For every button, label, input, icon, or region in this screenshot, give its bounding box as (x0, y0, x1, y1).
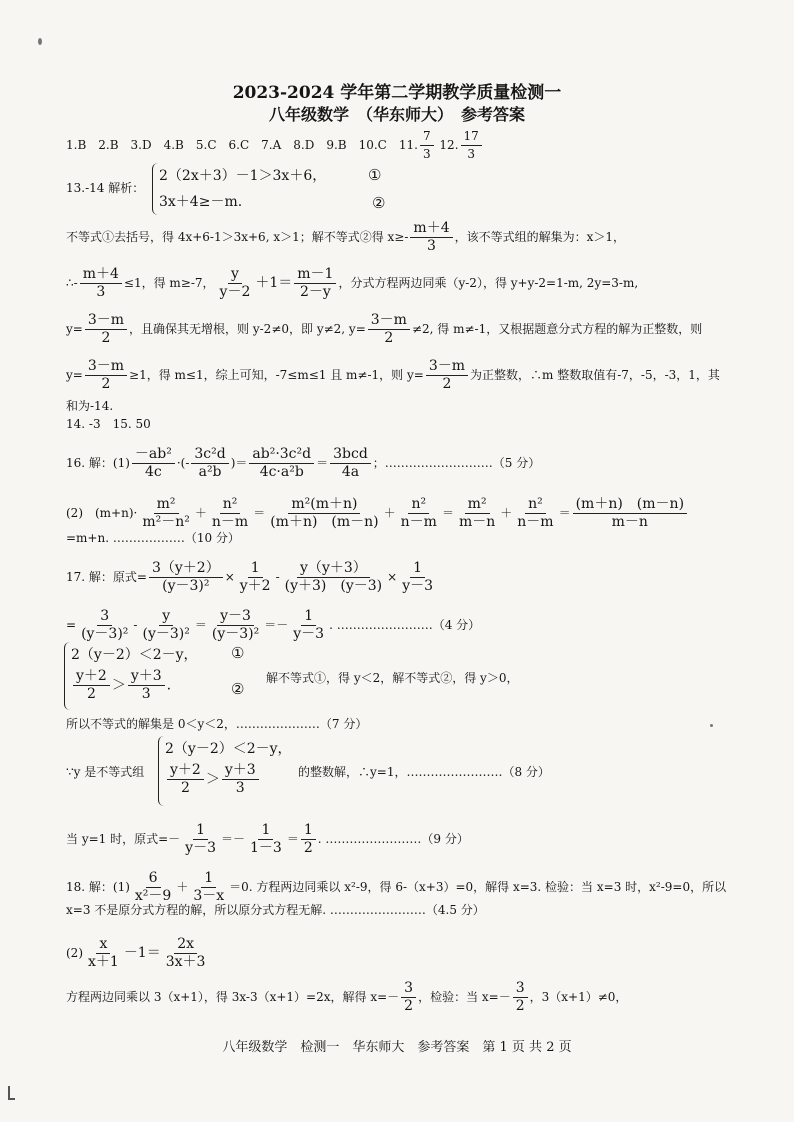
fraction (514, 496, 556, 531)
text: ＝－ (220, 832, 245, 846)
frac-num: 3－m (85, 358, 127, 376)
frac-num: m² (465, 496, 490, 514)
frac-den: x＋1 (88, 954, 119, 970)
q17-system-2 (158, 736, 292, 806)
text: ，分式方程两边同乘（y-2），得 y+y-2=1-m, 2y=3-m, (338, 276, 639, 290)
q13-mark-2: ② (372, 194, 386, 212)
frac-den: 2 (515, 998, 525, 1014)
q13-sys-row1: 2（2x＋3）－1＞3x＋6， (159, 168, 327, 184)
text: ，3（x+1）≠0， (529, 990, 628, 1004)
fraction (456, 496, 498, 531)
fraction (294, 266, 336, 301)
text: ＝0. 方程两边同乘以 x²-9，得 6-（x+3）=0，解得 x=3. 检验：当 x=3 时，x²-9=0，所以 (229, 880, 727, 894)
q13-sys-row2: 3x＋4≥－m. (159, 194, 243, 210)
frac-num: n² (525, 496, 546, 514)
text: ≠2, 得 m≠-1，又根据题意分式方程的解为正整数，则 (411, 322, 703, 336)
text: 方程两边同乘以 3（x+1），得 3x-3（x+1）=2x，解得 x=－ (66, 990, 400, 1004)
text: ∴- (66, 276, 78, 290)
text: × (224, 570, 235, 584)
q12-label: 12. (439, 138, 459, 152)
text: - (275, 570, 280, 584)
text: ，且确保其无增根，则 y-2≠0，即 y≠2, y= (129, 322, 366, 336)
text: －1＝ (123, 945, 161, 961)
frac-num: 3－m (85, 312, 127, 330)
text: ，检验：当 x=－ (418, 990, 511, 1004)
scan-speck (38, 38, 42, 45)
fraction (190, 870, 227, 905)
q17-sys1-row2 (71, 668, 198, 703)
frac-num: 1 (410, 560, 425, 578)
q18-line1 (66, 870, 726, 905)
q13-system (152, 163, 326, 215)
frac-den: 4c·a²b (259, 464, 304, 480)
frac-num: 3 (401, 980, 416, 998)
fraction (149, 560, 223, 595)
frac-num: 1 (301, 822, 316, 840)
q13-line1 (66, 220, 625, 255)
fraction (73, 668, 110, 703)
fraction (167, 762, 204, 797)
frac-den: (y－3)² (162, 578, 210, 594)
frac-num: m＋4 (410, 220, 452, 238)
frac-den: 3－x (193, 888, 225, 904)
q11-fraction (420, 128, 434, 163)
frac-num: 7 (420, 128, 434, 146)
frac-num: 1 (248, 560, 263, 578)
frac-num: m－1 (294, 266, 336, 284)
frac-num: 3－m (368, 312, 410, 330)
mc-answers (66, 128, 484, 163)
text: ＋ (176, 880, 189, 894)
frac-num: y＋3 (222, 762, 259, 780)
text: 不等式①去括号，得 4x+6-1＞3x+6, x＞1；解不等式②得 x≥- (66, 230, 409, 244)
q17-line2 (66, 608, 480, 643)
frac-num: 3 (513, 980, 528, 998)
frac-den: n－m (400, 514, 437, 530)
q16-line1 (66, 446, 540, 481)
frac-den: 2－y (299, 284, 331, 300)
frac-den: (m＋n) (m－n) (270, 514, 379, 530)
fraction (132, 446, 175, 481)
frac-num: 3 (97, 608, 112, 626)
fraction (247, 822, 285, 857)
fraction (80, 266, 122, 301)
frac-den: 4a (341, 464, 360, 480)
frac-num: －ab² (132, 446, 175, 464)
fraction (573, 496, 687, 531)
fraction (222, 762, 259, 797)
text: . ……………………（4 分） (329, 618, 481, 632)
fraction (290, 608, 327, 643)
q18-line4 (66, 980, 627, 1015)
fraction (237, 560, 274, 595)
fraction (368, 312, 410, 347)
frac-den: y－3 (293, 626, 325, 642)
q13-mark-1: ① (368, 166, 382, 184)
q16-line2 (66, 496, 689, 531)
text: 为正整数，∴m 整数取值有-7，-5，-3，1，其 (470, 368, 720, 382)
text: - (133, 618, 138, 632)
frac-num: 3－m (426, 358, 468, 376)
q13-lead: 13.-14 解析： (66, 181, 145, 195)
frac-num: y＋3 (128, 668, 165, 686)
q17-sys1-row1: 2（y－2）＜2－y， (71, 647, 198, 663)
text: ＝ (316, 456, 329, 470)
text: ＝ (286, 832, 299, 846)
frac-den: 3 (427, 238, 436, 254)
text: y= (66, 368, 83, 382)
text: = (66, 618, 77, 632)
fraction (139, 608, 192, 643)
frac-den: 3 (467, 147, 475, 161)
text: ＞ (111, 677, 126, 694)
frac-den: n－m (211, 514, 249, 530)
text: ＋1＝ (255, 275, 293, 291)
fraction (301, 822, 316, 857)
text: ＝ (558, 506, 571, 520)
frac-den: y－3 (402, 578, 434, 594)
text: ·(- (176, 456, 190, 470)
fraction (128, 668, 165, 703)
fraction (85, 312, 127, 347)
q13-line4 (66, 358, 720, 393)
q17-line1 (66, 560, 438, 595)
text: ≤1，得 m≥-7， (123, 276, 215, 290)
fraction (209, 608, 262, 643)
frac-num: 1 (193, 822, 208, 840)
frac-num: y (159, 608, 173, 626)
frac-num: y (228, 266, 242, 284)
frac-den: 2 (101, 376, 111, 392)
text: ＋ (500, 506, 513, 520)
frac-num: y＋2 (167, 762, 204, 780)
text: ＋ (383, 506, 396, 520)
text: y= (66, 322, 83, 336)
fraction (513, 980, 528, 1015)
q14-q15: 14. -3 15. 50 (66, 417, 151, 431)
fraction (410, 220, 452, 255)
fraction (267, 496, 381, 531)
text: ＝ (441, 506, 454, 520)
q17-line4-lead: ∵y 是不等式组 (66, 765, 145, 779)
frac-den: 2 (442, 376, 452, 392)
frac-den: (y＋3) (y－3) (284, 578, 383, 594)
fraction (78, 608, 131, 643)
text: . ……………………（9 分） (317, 832, 469, 846)
scan-mark (8, 1098, 15, 1100)
frac-num: n² (408, 496, 429, 514)
frac-den: y－3 (185, 840, 216, 856)
text: ，该不等式组的解集为：x＞1， (454, 230, 626, 244)
q18-line3 (66, 936, 210, 971)
q17-line3: 所以不等式的解集是 0＜y＜2，…………………（7 分） (66, 717, 368, 731)
frac-num: x (96, 936, 110, 954)
text: (2) (m+n)· (66, 506, 138, 520)
fraction (401, 980, 416, 1015)
frac-den: m－n (458, 514, 496, 530)
text: ＞ (205, 771, 220, 788)
frac-den: x²－9 (134, 888, 172, 904)
frac-den: 2 (86, 686, 96, 702)
text: ＝－ (264, 618, 289, 632)
fraction (163, 936, 209, 971)
frac-den: 4c (144, 464, 162, 480)
mc-answers-text: 1.B 2.B 3.D 4.B 5.C 6.C 7.A 8.D 9.B 10.C 11. (66, 138, 418, 152)
frac-den: 3 (96, 284, 106, 300)
text: 16. 解：(1) (66, 456, 130, 470)
page-subtitle: 八年级数学 （华东师大） 参考答案 (268, 105, 525, 124)
q13-line5: 和为-14. (66, 399, 114, 413)
q17-system-1 (64, 642, 198, 710)
text: ＝ (253, 506, 266, 520)
text: . (166, 677, 172, 694)
frac-num: m² (154, 496, 179, 514)
text: × (387, 570, 398, 584)
q16-line3: =m+n. ………………（10 分） (66, 531, 240, 545)
frac-den: y＋2 (239, 578, 271, 594)
fraction (282, 560, 385, 595)
frac-num: 3c²d (191, 446, 228, 464)
q17-mark-1: ① (231, 644, 245, 662)
frac-num: (m＋n) (m－n) (573, 496, 687, 514)
frac-den: 2 (303, 840, 313, 856)
page-title: 2023-2024 学年第二学期教学质量检测一 (232, 83, 562, 103)
frac-den: 3x＋3 (165, 954, 206, 970)
frac-den: 3 (141, 686, 151, 702)
frac-num: 1 (301, 608, 316, 626)
fraction (182, 822, 219, 857)
scan-mark (8, 1086, 10, 1098)
text: 当 y=1 时，原式=－ (66, 832, 181, 846)
frac-den: 2 (101, 330, 111, 346)
q13-line3 (66, 312, 702, 347)
text: ＝ (194, 618, 207, 632)
fraction (85, 936, 122, 971)
frac-num: n² (220, 496, 241, 514)
fraction (249, 446, 314, 481)
frac-num: y＋2 (73, 668, 110, 686)
frac-den: y－2 (219, 284, 251, 300)
fraction (399, 560, 436, 595)
fraction (191, 446, 228, 481)
fraction (132, 870, 174, 905)
q18-line2: x=3 不是原分式方程的解，所以原分式方程无解. ……………………（4.5 分） (66, 903, 485, 917)
q17-sys2-row2 (165, 762, 292, 797)
frac-den: 3 (422, 147, 431, 161)
frac-den: m²－n² (142, 514, 190, 530)
frac-num: m＋4 (80, 266, 122, 284)
q17-line5 (66, 822, 469, 857)
fraction (139, 496, 193, 531)
q17-line4-tail: 的整数解，∴y=1，……………………（8 分） (298, 765, 550, 779)
text: 18. 解：(1) (66, 880, 130, 894)
fraction (85, 358, 127, 393)
fraction (398, 496, 440, 531)
frac-den: (y－3)² (142, 626, 190, 642)
frac-den: a²b (198, 464, 222, 480)
frac-den: (y－3)² (81, 626, 129, 642)
frac-num: 1 (258, 822, 273, 840)
text: 17. 解：原式= (66, 570, 147, 584)
frac-den: 2 (404, 998, 414, 1014)
frac-num: 6 (146, 870, 161, 888)
q17-sys2-row1: 2（y－2）＜2－y， (165, 741, 292, 757)
text: (2) (66, 946, 83, 960)
frac-num: 3（y＋2） (149, 560, 223, 578)
text: ≥1，得 m≤1，综上可知，-7≤m≤1 且 m≠-1，则 y= (129, 368, 424, 382)
frac-num: 2x (174, 936, 197, 954)
page-footer: 八年级数学 检测一 华东师大 参考答案 第 1 页 共 2 页 (222, 1040, 572, 1055)
frac-den: 1－3 (250, 840, 282, 856)
frac-num: 17 (461, 128, 482, 146)
frac-num: y－3 (217, 608, 254, 626)
q13-line2 (66, 266, 638, 301)
fraction (426, 358, 468, 393)
scan-speck (710, 724, 713, 727)
text: ＋ (194, 506, 207, 520)
text: ；………………………（5 分） (372, 456, 541, 470)
frac-den: (y－3)² (211, 626, 260, 642)
fraction (209, 496, 251, 531)
frac-num: m²(m＋n) (288, 496, 360, 514)
q12-fraction (461, 128, 482, 163)
q17-mark-2: ② (231, 680, 245, 698)
frac-num: 1 (201, 870, 216, 888)
fraction (217, 266, 254, 301)
frac-den: m－n (611, 514, 648, 530)
frac-den: 3 (235, 780, 245, 796)
fraction (330, 446, 371, 481)
frac-num: y（y＋3） (297, 560, 370, 578)
frac-den: 2 (180, 780, 190, 796)
frac-den: 2 (384, 330, 394, 346)
frac-num: 3bcd (330, 446, 371, 464)
q17-side-note: 解不等式①，得 y＜2，解不等式②，得 y＞0， (266, 671, 519, 685)
frac-num: ab²·3c²d (249, 446, 314, 464)
frac-den: n－m (517, 514, 554, 530)
text: )＝ (230, 456, 248, 470)
